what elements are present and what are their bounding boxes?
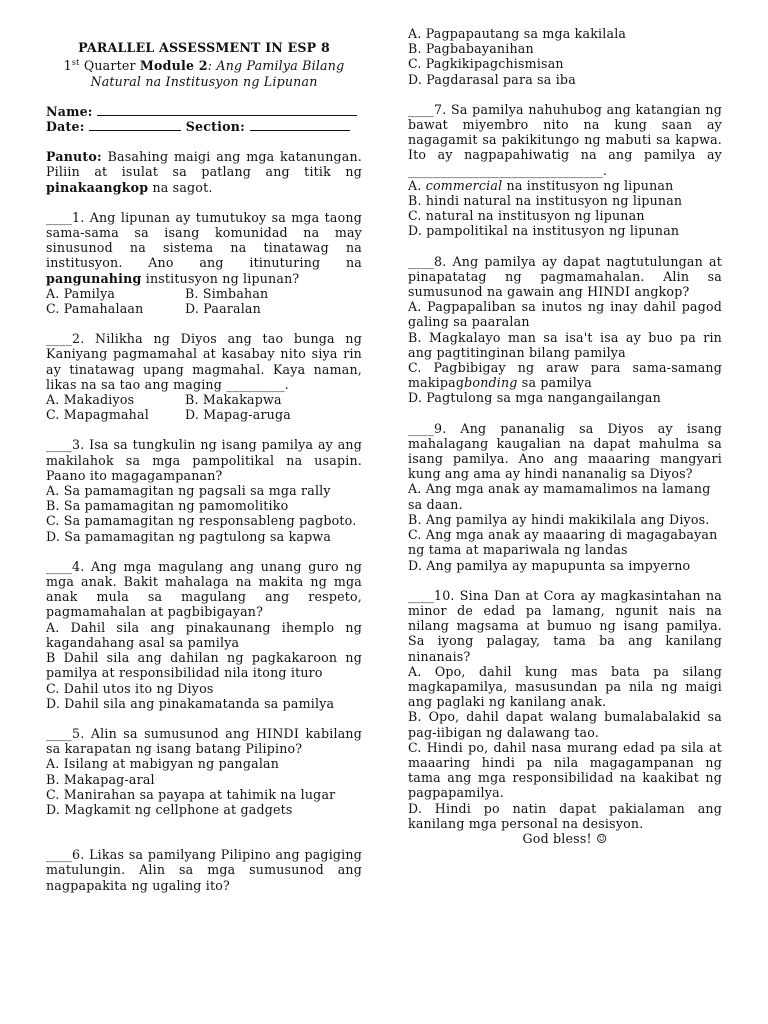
- module-label: Module 2: [139, 58, 208, 74]
- module-line: [46, 55, 362, 73]
- name-label: Name:: [46, 103, 93, 119]
- choice-a-emphasis: commercial: [425, 177, 503, 193]
- question-stem: ____10. Sina Dan at Cora ay magkasintahan na minor de edad pa lamang, ngunit nais na nilang magsama at bumuo ng isang pamilya. Sa iyong palagay, tama ba ang kanilang ninanais?: [408, 587, 722, 664]
- section-blank[interactable]: [250, 120, 350, 131]
- name-blank[interactable]: [97, 105, 357, 116]
- question-6-choices: [408, 26, 722, 87]
- date-section-row: [46, 119, 362, 134]
- choice-c: C. Hindi po, dahil nasa murang edad pa sila at maaaring hindi pa nila magagampanan ng tama ang mga responsibilidad na kaakibat ng pagpapamilya.: [408, 739, 722, 801]
- choice-b: B. Pagbabayanihan: [408, 41, 534, 57]
- choice-c: C. Sa pamamagitan ng responsableng pagboto.: [46, 513, 357, 529]
- stem-text: ____1. Ang lipunan ay tumutukoy sa mga taong sama-sama sa isang komunidad na may sinusunod na sistema na tinatawag na institusyon. Ano ang itinuturing na: [46, 209, 362, 271]
- choice-b: B Dahil sila ang dahilan ng pagkakaroon ng pamilya at responsibilidad nila itong ituro: [46, 650, 362, 681]
- question-6: [46, 847, 362, 893]
- choice-a-text: na institusyon ng lipunan: [502, 177, 674, 193]
- question-stem: ____4. Ang mga magulang ang unang guro ng mga anak. Bakit mahalaga na makita ng mga anak mula sa magulang ang respeto, pagmamahalan at pagbibigayan?: [46, 558, 362, 620]
- choice-b: B. Magkalayo man sa isa't isa ay buo pa rin ang pagtitinginan bilang pamilya: [408, 329, 722, 360]
- right-column: [408, 26, 722, 846]
- quarter-label: Quarter: [79, 58, 140, 74]
- choice-c: C. Dahil utos ito ng Diyos: [46, 680, 214, 696]
- page-title: PARALLEL ASSESSMENT IN ESP 8: [78, 40, 330, 55]
- question-5: [46, 726, 362, 817]
- question-10: [408, 588, 722, 831]
- choice-b: B. Sa pamamagitan ng pamomolitiko: [46, 498, 289, 514]
- closing-message: God bless! ☺: [522, 830, 608, 846]
- question-7: [408, 102, 722, 239]
- quarter-suffix: st: [71, 58, 80, 68]
- choice-d: D. pampolitikal na institusyon ng lipunan: [408, 223, 680, 239]
- section-label: Section:: [185, 119, 245, 134]
- question-8: [408, 254, 722, 406]
- choice-c: C. natural na institusyon ng lipunan: [408, 208, 645, 224]
- question-4: [46, 559, 362, 711]
- question-stem: ____5. Alin sa sumusunod ang HINDI kabilang sa karapatan ng isang batang Pilipino?: [46, 725, 362, 757]
- choice-b: B. Makakapwa: [185, 392, 282, 408]
- module-subtitle: Natural na Institusyon ng Lipunan: [90, 73, 318, 89]
- choice-d: D. Magkamit ng cellphone at gadgets: [46, 801, 293, 817]
- instructions-label: Panuto:: [46, 149, 102, 165]
- choice-a: A. Sa pamamagitan ng pagsali sa mga rally: [46, 483, 331, 499]
- choice-d: D. Ang pamilya ay mapupunta sa impyerno: [408, 557, 691, 573]
- stem-text-end: institusyon ng lipunan?: [141, 270, 300, 286]
- instructions-text: Basahing maigi ang mga katanungan. Piliin at isulat sa patlang ang titik ng: [46, 149, 362, 180]
- date-label: Date:: [46, 119, 85, 134]
- choice-c: C. Pagkikipagchismisan: [408, 56, 564, 72]
- choice-c-emphasis: bonding: [464, 375, 518, 391]
- question-stem: ____7. Sa pamilya nahuhubog ang katangian ng bawat miyembro nito na kung saan ay nagagamit sa pakikitungo ng mabuti sa kapwa. Ito ay nagpapahiwatig na ang pamilya ay ______________________________.: [408, 101, 722, 178]
- choice-a-prefix: A.: [408, 177, 426, 193]
- choice-c: C. Manirahan sa payapa at tahimik na lugar: [46, 786, 336, 802]
- question-2: [46, 331, 362, 422]
- module-title: : Ang Pamilya Bilang: [207, 58, 345, 74]
- question-stem: ____8. Ang pamilya ay dapat nagtutulungan at pinapatatag ng pagmamahalan. Alin sa sumusunod na gawain ang HINDI angkop?: [408, 253, 722, 300]
- choice-c-text: sa pamilya: [517, 375, 592, 391]
- choice-c: [408, 360, 722, 390]
- question-3: [46, 437, 362, 543]
- choice-d: D. Sa pamamagitan ng pagtulong sa kapwa: [46, 528, 332, 544]
- question-stem: ____2. Nilikha ng Diyos ang tao bunga ng Kaniyang pagmamahal at kasabay nito siya rin ay tinatawag upang magmahal. Kaya naman, likas na sa tao ang maging _________.: [46, 331, 362, 392]
- choice-b: B. Ang pamilya ay hindi makikilala ang Diyos.: [408, 511, 710, 527]
- instructions-text-end: na sagot.: [148, 179, 213, 195]
- choice-d: D. Mapag-aruga: [185, 407, 291, 423]
- choice-a: A. Dahil sila ang pinakaunang ihemplo ng kagandahang asal sa pamilya: [46, 619, 362, 650]
- date-blank[interactable]: [89, 120, 181, 131]
- instructions-emphasis: pinakaangkop: [46, 179, 149, 195]
- left-column: [46, 40, 362, 893]
- question-stem: [46, 210, 362, 286]
- choice-b: B. Opo, dahil dapat walang bumalabalakid sa pag-iibigan ng dalawang tao.: [408, 709, 722, 740]
- choice-b: B. Makapag-aral: [46, 771, 155, 787]
- question-stem: ____6. Likas sa pamilyang Pilipino ang pagiging matulungin. Alin sa mga sumusunod ang nagpapakita ng ugaling ito?: [46, 847, 362, 893]
- choice-a: A. Isilang at mabigyan ng pangalan: [46, 756, 280, 772]
- choice-a: A. Pagpapaliban sa inutos ng inay dahil pagod galing sa paaralan: [408, 299, 722, 330]
- choice-b: B. Simbahan: [185, 285, 269, 301]
- choice-d: D. Dahil sila ang pinakamatanda sa pamilya: [46, 695, 335, 711]
- instructions: [46, 149, 362, 195]
- choice-b: B. hindi natural na institusyon ng lipunan: [408, 193, 683, 209]
- question-stem: ____9. Ang pananalig sa Diyos ay isang mahalagang kaugalian na dapat mahulma sa isang pamilya. Ano ang maaaring mangyari kung ang ama ay hindi nananalig sa Diyos?: [408, 420, 722, 482]
- choice-a: A. Pagpapautang sa mga kakilala: [408, 26, 627, 41]
- name-field[interactable]: [46, 104, 362, 119]
- choice-c-prefix: C. Pagbibigay ng araw para sama-samang makipag: [408, 360, 722, 391]
- question-1: [46, 210, 362, 316]
- quarter-number: 1: [63, 58, 72, 74]
- choice-a: A. Pamilya: [46, 285, 116, 301]
- choice-c: C. Pamahalaan: [46, 301, 144, 317]
- choice-d: D. Hindi po natin dapat pakialaman ang kanilang mga personal na desisyon.: [408, 800, 722, 831]
- choice-d: D. Pagdarasal para sa iba: [408, 71, 576, 87]
- stem-emphasis: pangunahing: [46, 270, 142, 286]
- choice-a: A. Opo, dahil kung mas bata pa silang magkapamilya, masusundan pa nila ng maigi ang paglaki ng kanilang anak.: [408, 663, 722, 710]
- choice-c: C. Mapagmahal: [46, 407, 149, 423]
- choice-a: A. Makadiyos: [46, 392, 135, 408]
- choice-d: D. Paaralan: [185, 301, 261, 317]
- choice-d: D. Pagtulong sa mga nangangailangan: [408, 390, 661, 406]
- question-9: [408, 421, 722, 573]
- question-stem: ____3. Isa sa tungkulin ng isang pamilya ay ang makilahok sa mga pampolitikal na usapin. Paano ito magagampanan?: [46, 437, 362, 483]
- choice-a: [408, 178, 722, 193]
- choice-a: A. Ang mga anak ay mamamalimos na lamang sa daan.: [408, 481, 711, 512]
- header: [46, 40, 362, 89]
- choice-c: C. Ang mga anak ay maaaring di magagabayan ng tama at mapariwala ng landas: [408, 527, 718, 558]
